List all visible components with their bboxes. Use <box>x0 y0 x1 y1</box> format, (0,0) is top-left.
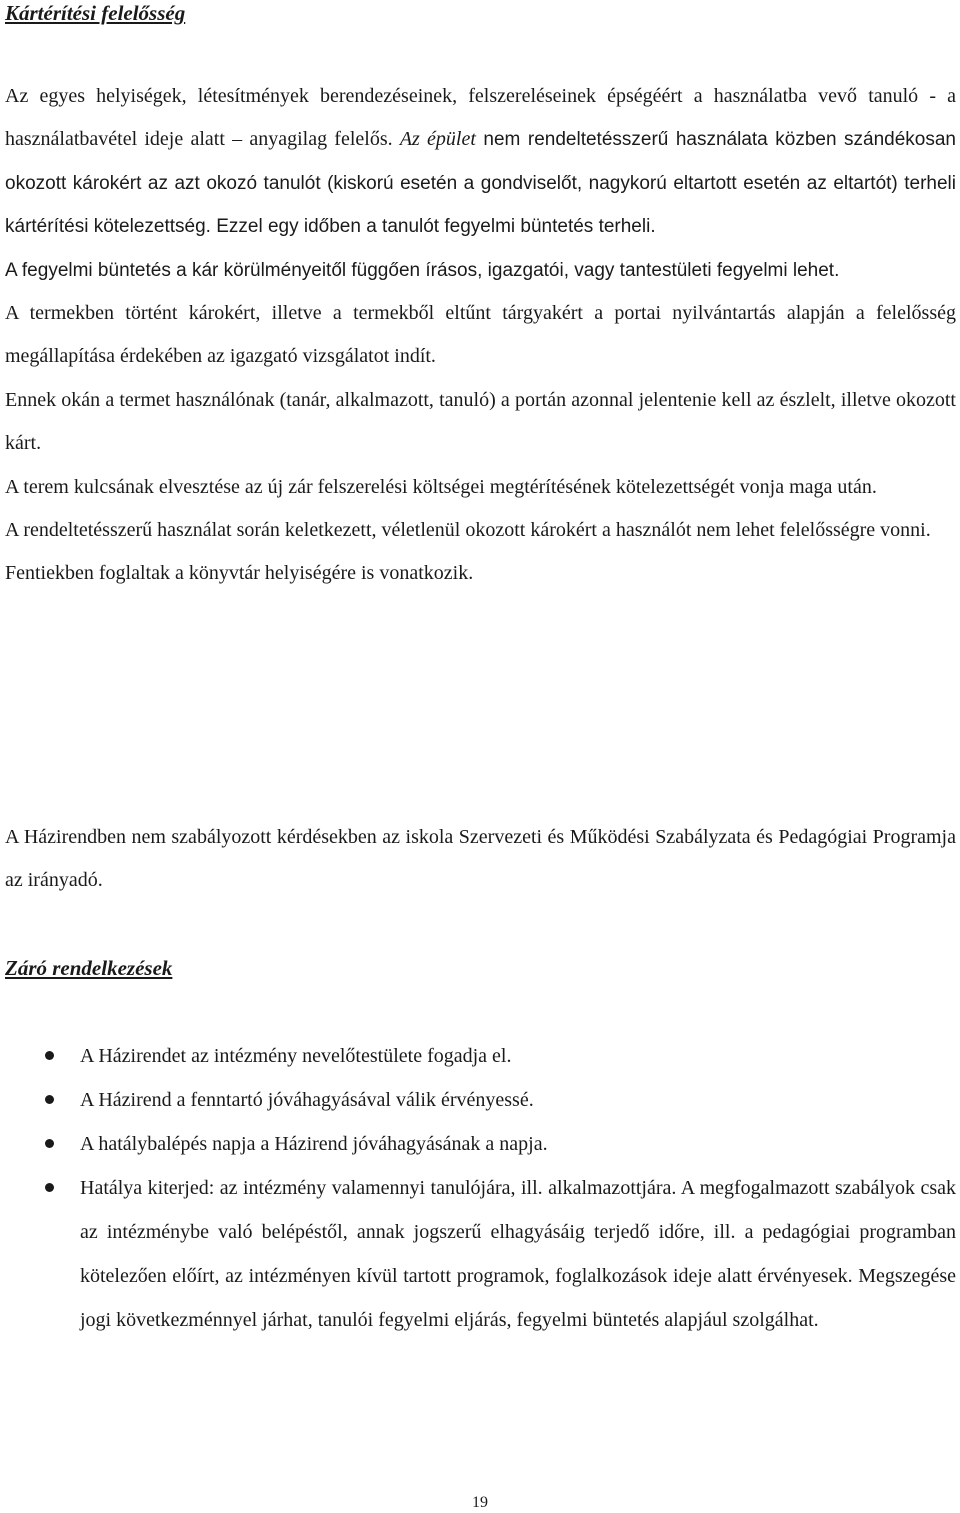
list-item-text: Hatálya kiterjed: az intézmény valamennyi tanulójára, ill. alkalmazottjára. A megfogalmazott szabályok csak az intézménybe való belépéstől, annak jogszerű elhagyásáig terjedő időre, ill. a pedagógiai programban kötelezően előírt, az intézményen kívül tartott programok, foglalkozások ideje alatt érvényesek. Megszegése jogi következménnyel járhat, tanulói fegyelmi eljárás, fegyelmi büntetés alapjául szolgálhat. <box>80 1177 956 1331</box>
section-heading-final-provisions: Záró rendelkezések <box>5 956 173 980</box>
paragraph-unregulated: A Házirendben nem szabályozott kérdésekben az iskola Szervezeti és Működési Szabályzata és Pedagógiai Programja az irányadó. <box>5 826 956 892</box>
paragraph-disciplinary: A fegyelmi büntetés a kár körülményeitől függően írásos, igazgatói, vagy tantestületi fegyelmi lehet. <box>5 259 840 281</box>
bullet-icon <box>45 1139 54 1148</box>
paragraph-proper-use: A rendeltetésszerű használat során keletkezett, véletlenül okozott károkért a használót nem lehet felelősségre vonni. <box>5 519 931 542</box>
section-heading-damages: Kártérítési felelősség <box>5 1 186 25</box>
page-number: 19 <box>472 1494 488 1511</box>
bullet-icon <box>45 1095 54 1104</box>
paragraph-library: Fentiekben foglaltak a könyvtár helyiségére is vonatkozik. <box>5 562 474 585</box>
paragraph-report: Ennek okán a termet használónak (tanár, alkalmazott, tanuló) a portán azonnal jelentenie kell az észlelt, illetve okozott kárt. <box>5 388 956 455</box>
paragraph-liability <box>5 75 956 249</box>
bullet-icon <box>45 1051 54 1060</box>
list-item <box>5 1166 956 1342</box>
list-item-text: A hatálybalépés napja a Házirend jóváhagyásának a napja. <box>80 1133 548 1155</box>
list-item-text: A Házirend a fenntartó jóváhagyásával válik érvényessé. <box>80 1089 534 1111</box>
paragraph-key: A terem kulcsának elvesztése az új zár felszerelési költségei megtérítésének kötelezettségét vonja maga után. <box>5 475 877 498</box>
bullet-icon <box>45 1183 54 1192</box>
final-provisions-list <box>5 1034 956 1342</box>
list-item <box>5 1078 956 1122</box>
closing-paragraph-block <box>5 816 956 903</box>
paragraph-liability-emphasis: Az épület <box>399 128 476 151</box>
paragraph-liability-start: Az egyes helyiségek, létesítmények berendezéseinek, felszereléseinek épségéért a használatba vevő tanuló - a használatbavétel ideje alatt – anyagilag felelős. <box>5 85 956 151</box>
paragraph-rooms: A termekben történt károkért, illetve a termekből eltűnt tárgyakért a portai nyilvántartás alapján a felelősség megállapítása érdekében az igazgató vizsgálatot indít. <box>5 302 956 368</box>
paragraph-liability-rest: nem rendeltetésszerű használata közben szándékosan okozott károkért az azt okozó tanulót (kiskorú esetén a gondviselőt, nagykorú eltartott esetén az eltartót) terheli kártérítési kötelezettség. Ezzel egy időben a tanulót fegyelmi büntetés terheli. <box>5 129 956 238</box>
list-item <box>5 1034 956 1078</box>
damages-body <box>5 75 956 596</box>
list-item-text: A Házirendet az intézmény nevelőtestülete fogadja el. <box>80 1045 512 1067</box>
list-item <box>5 1122 956 1166</box>
